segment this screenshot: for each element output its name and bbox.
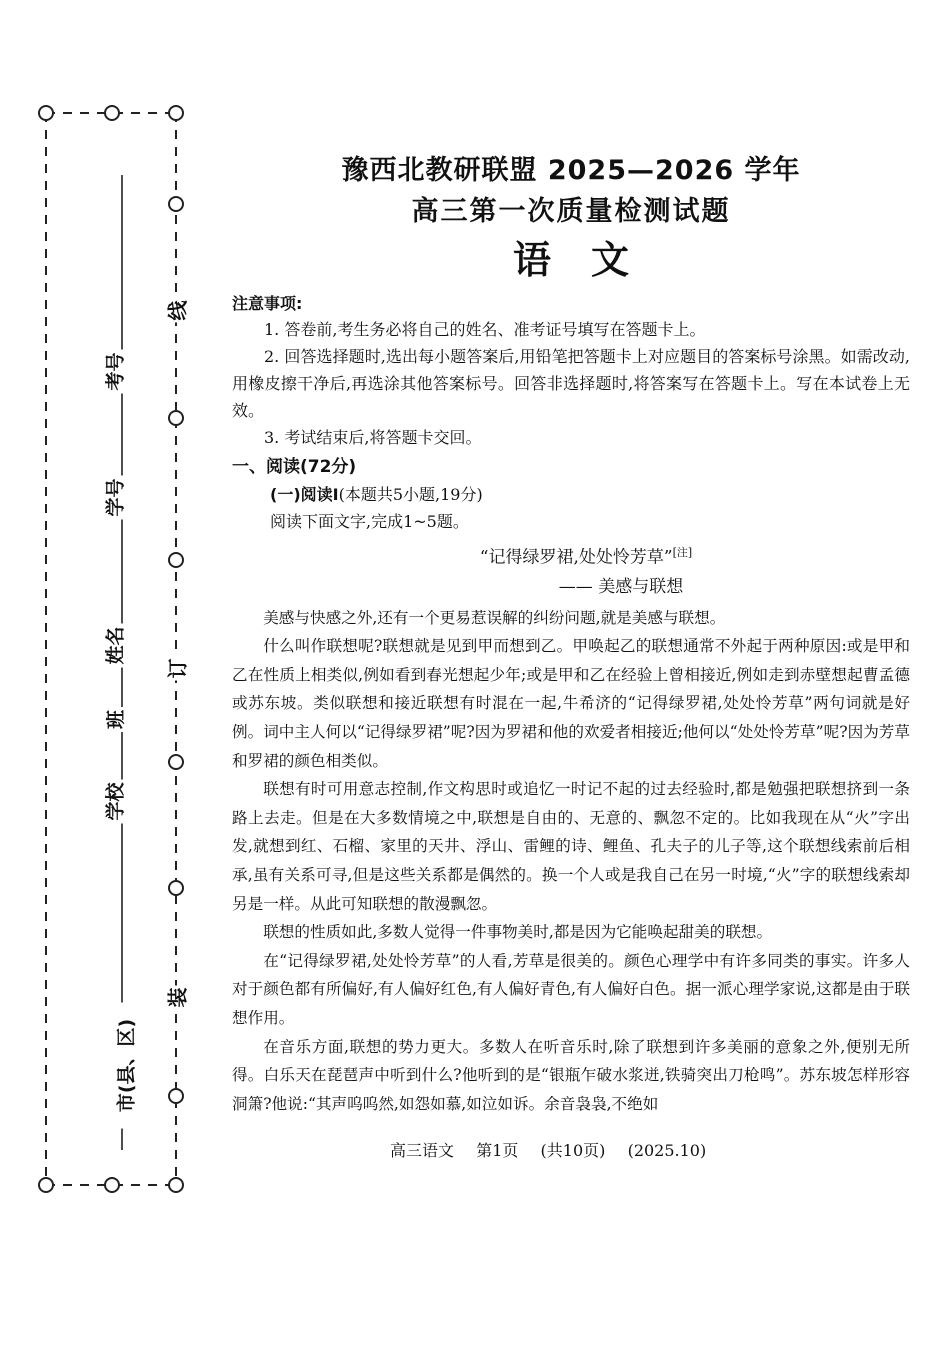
essay-note-mark: [注] bbox=[672, 546, 693, 559]
notice-item: 3. 考试结束后,将答题卡交回。 bbox=[264, 428, 482, 447]
exam-page bbox=[232, 150, 910, 1118]
notice-item: 2. 回答选择题时,选出每小题答案后,用铅笔把答题卡上对应题目的答案标号涂黑。如需改动,用橡皮擦干净后,再选涂其他答案标号。回答非选择题时,将答案写在答题卡上。写在本试卷上无效。 bbox=[232, 347, 910, 420]
footer-total: (共10页) bbox=[540, 1141, 606, 1160]
cut-mark-ding: 订 bbox=[162, 657, 191, 681]
cut-mark-xian: 线 bbox=[162, 299, 191, 323]
reading-instruction: 阅读下面文字,完成1~5题。 bbox=[270, 512, 469, 531]
binding-hole bbox=[169, 553, 183, 567]
footer-date: (2025.10) bbox=[627, 1141, 707, 1160]
binding-hole bbox=[169, 1089, 183, 1103]
city-field-label: 市(县、区) bbox=[112, 1003, 139, 1129]
binding-hole bbox=[39, 106, 53, 120]
binding-hole bbox=[169, 755, 183, 769]
binding-hole bbox=[169, 1178, 183, 1192]
binding-hole bbox=[39, 1178, 53, 1192]
essay-paragraph: 联想的性质如此,多数人觉得一件事物美时,都是因为它能唤起甜美的联想。 bbox=[263, 923, 773, 942]
part-title-text: (一)阅读Ⅰ bbox=[270, 485, 339, 504]
class-field-label: 班 bbox=[101, 707, 128, 732]
page-footer bbox=[390, 1138, 706, 1161]
binding-hole bbox=[169, 197, 183, 211]
name-field-label: 姓名 bbox=[101, 623, 128, 667]
section-title: 一、阅读(72分) bbox=[232, 457, 357, 477]
binding-strip bbox=[0, 0, 200, 1345]
essay-title-text: “记得绿罗裙,处处怜芳草” bbox=[479, 547, 673, 568]
subject-title: 语文 bbox=[512, 237, 669, 282]
exam-no-field-label: 考号 bbox=[101, 349, 128, 393]
binding-hole bbox=[169, 881, 183, 895]
part-note: (本题共5小题,19分) bbox=[338, 485, 483, 504]
footer-page: 第1页 bbox=[476, 1141, 519, 1160]
cut-mark-zhuang: 装 bbox=[162, 986, 191, 1010]
essay-paragraph: 美感与快感之外,还有一个更易惹误解的纠纷问题,就是美感与联想。 bbox=[263, 608, 726, 627]
binding-hole bbox=[169, 411, 183, 425]
essay-title bbox=[262, 539, 910, 572]
binding-hole bbox=[105, 1178, 119, 1192]
school-field-label: 学校 bbox=[101, 779, 128, 823]
binding-hole bbox=[169, 106, 183, 120]
essay-paragraph: 联想有时可用意志控制,作文构思时或追忆一时记不起的过去经验时,都是勉强把联想挤到一条路上去走。但是在大多数情境之中,联想是自由的、无意的、飘忽不定的。比如我现在从“火”字出发,就想到红、石榴、家里的天井、浮山、雷鲤的诗、鲤鱼、孔夫子的儿子等,这个联想线索前后相承,虽有关系可寻,但是这些关系都是偶然的。换一个人或是我自己在另一时境,“火”字的联想线索却另是一样。从此可知联想的散漫飘忽。 bbox=[232, 780, 910, 913]
notice-heading: 注意事项: bbox=[232, 294, 303, 313]
essay-paragraph: 在音乐方面,联想的势力更大。多数人在听音乐时,除了联想到许多美丽的意象之外,便别无所得。白乐天在琵琶声中听到什么?他听到的是“银瓶乍破水浆迸,铁骑突出刀枪鸣”。苏东坡怎样形容洞箫?他说:“其声呜呜然,如怨如慕,如泣如诉。余音袅袅,不绝如 bbox=[232, 1037, 910, 1113]
essay-paragraph: 什么叫作联想呢?联想就是见到甲而想到乙。甲唤起乙的联想通常不外起于两种原因:或是甲和乙在性质上相类似,例如看到春光想起少年;或是甲和乙在经验上曾相接近,例如走到赤壁想起曹孟德或苏东坡。类似联想和接近联想有时混在一起,牛希济的“记得绿罗裙,处处怜芳草”两句词就是好例。词中主人何以“记得绿罗裙”呢?因为罗裙和他的欢爱者相接近;他何以“处处怜芳草”呢?因为芳草和罗裙的颜色相类似。 bbox=[232, 637, 910, 770]
exam-title-line1: 豫西北教研联盟 2025—2026 学年 bbox=[341, 155, 801, 186]
student-no-field-label: 学号 bbox=[101, 475, 128, 519]
essay-subtitle: —— 美感与联想 bbox=[558, 576, 684, 597]
part-title bbox=[270, 482, 910, 508]
binding-hole bbox=[105, 106, 119, 120]
essay-body bbox=[232, 604, 910, 1119]
notice-item: 1. 答卷前,考生务必将自己的姓名、准考证号填写在答题卡上。 bbox=[264, 320, 706, 339]
footer-subject: 高三语文 bbox=[390, 1141, 455, 1160]
exam-title-line2: 高三第一次质量检测试题 bbox=[411, 196, 731, 227]
notice-section bbox=[232, 292, 910, 451]
essay-paragraph: 在“记得绿罗裙,处处怜芳草”的人看,芳草是很美的。颜色心理学中有许多同类的事实。许多人对于颜色都有所偏好,有人偏好红色,有人偏好青色,有人偏好白色。据一派心理学家说,这都是由于联想作用。 bbox=[232, 951, 910, 1027]
